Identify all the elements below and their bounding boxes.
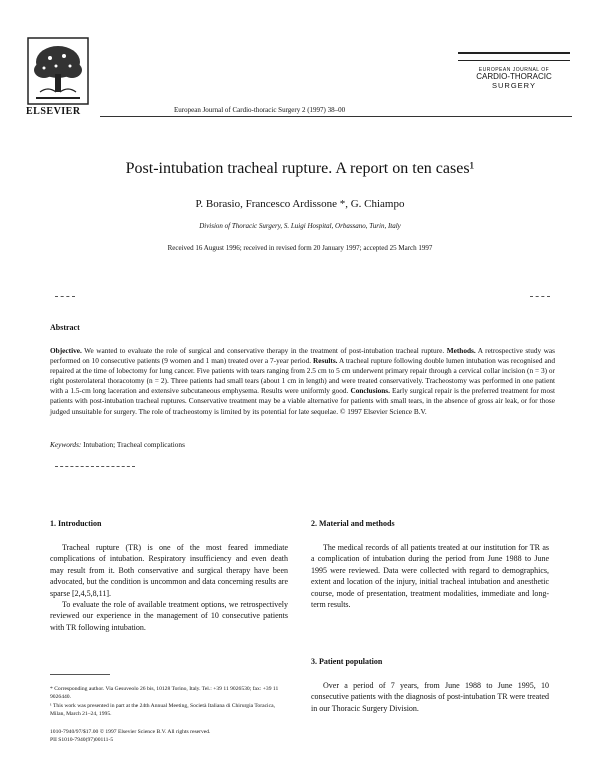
keywords-label: Keywords: <box>50 440 82 449</box>
brand-line-3: SURGERY <box>492 80 536 90</box>
methods-body <box>311 542 549 610</box>
elsevier-tree-logo-icon <box>26 36 90 106</box>
intro-heading: 1. Introduction <box>50 519 102 528</box>
keywords <box>50 440 185 449</box>
article-received-dates: Received 16 August 1996; received in revised form 20 January 1997; accepted 25 March 1997 <box>167 244 433 252</box>
methods-paragraph: The medical records of all patients treated at our institution for TR as a complication of intubation during the period from June 1988 to June 1995 were reviewed. Data were collected with regard to demographics, extent and location of the injury, initial tracheal intubation and anesthetic course, mode of presentation, treatment modalities, immediate and long-term results. <box>311 543 549 610</box>
article-affiliation: Division of Thoracic Surgery, S. Luigi Hospital, Orbassano, Turin, Italy <box>199 222 401 230</box>
results-text: A tracheal rupture following double lumen intubation was recognised and repaired at the time of lobectomy for lung cancer. Five patients with tears ranging from 2.5 cm to 5 cm underwent primary repair through a cervical collar incision (n = 3) or right posterolateral thoracotomy (n = 2). Three patients had small tears (about 1 cm in length) and were treated conservatively. Tracheostomy was performed in one patient with a 1.5-cm long laceration and extensive subcutaneous emphysema. Results were uniformly good. <box>50 356 556 396</box>
journal-citation: European Journal of Cardio-thoracic Surgery 2 (1997) 38–00 <box>174 106 346 114</box>
article-authors: P. Borasio, Francesco Ardissone *, G. Chiampo <box>195 198 405 210</box>
footnote-corresponding: * Corresponding author. Via Gesuveolo 26 bis, 10128 Torino, Italy. Tel.: +39 11 9026530; fax: +39 11 9026440. <box>50 686 279 700</box>
pii-line: PII S1010-7940(97)00111-5 <box>50 736 114 743</box>
brand-rule-thin <box>458 60 570 61</box>
divider-dash <box>530 296 550 298</box>
divider-dashes <box>55 466 135 468</box>
intro-paragraph-1: Tracheal rupture (TR) is one of the most feared immediate complications of intubation. Respiratory insufficiency and even death may result from it. Both conservative and surgical therapy have been advocated, but the condition is uncommon and data concerning results are sparse [2,4,5,8,11]. <box>50 543 288 598</box>
population-paragraph: Over a period of 7 years, from June 1988 to June 1995, 10 consecutive patients with the diagnosis of post-intubation TR were treated in our Thoracic Surgery Division. <box>311 681 549 713</box>
results-label: Results. <box>312 356 338 366</box>
intro-body <box>50 542 288 633</box>
keywords-text: Intubation; Tracheal complications <box>81 440 185 449</box>
conclusions-text: Early surgical repair is the preferred treatment for most patients with post-intubation tracheal ruptures. Conservative treatment may be a viable alternative for patients with small tears, in the absence of gross air leak, or for those judged unsuitable for surgery. The role of tracheostomy is limited by its potential for late sequelae. © 1997 Elsevier Science B.V. <box>50 386 555 416</box>
intro-paragraph-2: To evaluate the role of available treatment options, we retrospectively reviewed our experience in the management of 10 consecutive patients with TR following intubation. <box>50 600 288 632</box>
article-title: Post-intubation tracheal rupture. A report on ten cases¹ <box>125 160 475 177</box>
footnote-presented: ¹ This work was presented in part at the 24th Annual Meeting, Società Italiana di Chirurgia Toracica, Milan, March 21–24, 1995. <box>50 703 275 717</box>
conclusions-label: Conclusions. <box>350 386 390 396</box>
header-rule <box>100 116 572 117</box>
copyright-block <box>50 729 288 744</box>
divider-dash <box>55 296 75 298</box>
publisher-name: ELSEVIER <box>26 106 81 117</box>
journal-brand <box>458 68 570 90</box>
abstract-body <box>50 346 555 417</box>
abstract-heading: Abstract <box>50 323 80 332</box>
footnote-rule <box>50 674 110 675</box>
copyright-line: 1010-7940/97/$17.00 © 1997 Elsevier Science B.V. All rights reserved. <box>50 729 211 735</box>
methods-label: Methods. <box>446 346 476 355</box>
methods-heading: 2. Material and methods <box>311 519 395 528</box>
brand-line-2: CARDIO-THORACIC <box>476 72 552 82</box>
brand-line-1: EUROPEAN JOURNAL OF <box>478 67 550 73</box>
brand-rule-thick <box>458 52 570 54</box>
methods-text: A retrospective study was performed on 10 consecutive patients (9 women and 1 man) treated over a 7-year period. <box>50 346 555 366</box>
objective-label: Objective. <box>50 346 82 355</box>
population-heading: 3. Patient population <box>311 657 383 666</box>
population-body <box>311 680 549 714</box>
objective-text: We wanted to evaluate the role of surgical and conservative therapy in the treatment of post-intubation tracheal rupture. <box>81 346 447 355</box>
